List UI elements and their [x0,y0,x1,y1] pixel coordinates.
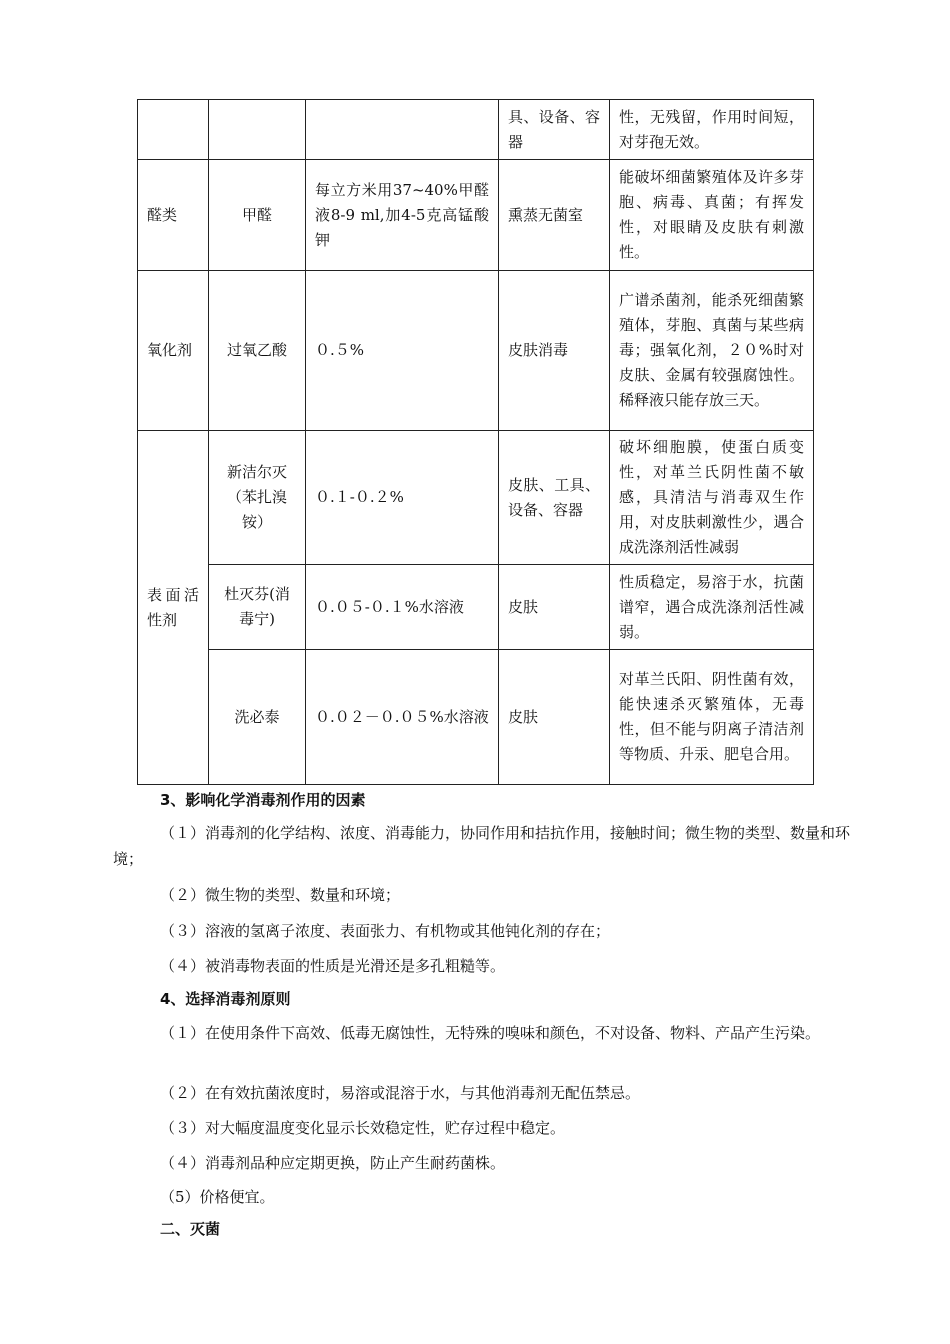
section3-item-4: （４）被消毒物表面的性质是光滑还是多孔粗糙等。 [160,957,506,975]
section4-item-4: （４）消毒剂品种应定期更换，防止产生耐药菌株。 [160,1154,506,1172]
category-cell [138,100,209,160]
section3-item-1: （１）消毒剂的化学结构、浓度、消毒能力，协同作用和拮抗作用，接触时间；微生物的类型、数量和环境； [113,824,851,868]
section3-title: 3、影响化学消毒剂作用的因素 [160,791,366,809]
use-cell: 皮肤消毒 [499,271,610,431]
table-row [138,431,814,565]
category-cell: 醛类 [138,160,209,271]
use-cell: 皮肤、工具、设备、容器 [499,431,610,565]
category-cell: 表面活性剂 [138,431,209,785]
section4-item-2: （２）在有效抗菌浓度时，易溶或混溶于水，与其他消毒剂无配伍禁忌。 [160,1084,641,1102]
table-row [138,100,814,160]
properties-cell: 能破坏细菌繁殖体及许多芽胞、病毒、真菌；有挥发性，对眼睛及皮肤有刺激性。 [610,160,814,271]
section3-item-3: （３）溶液的氢离子浓度、表面张力、有机物或其他钝化剂的存在； [160,922,611,940]
properties-cell: 性，无残留，作用时间短，对芽孢无效。 [610,100,814,160]
agent-cell: 洗必泰 [209,650,306,785]
section4-item-1: （１）在使用条件下高效、低毒无腐蚀性，无特殊的嗅味和颜色，不对设备、物料、产品产生污染。 [160,1024,821,1042]
use-cell: 皮肤 [499,650,610,785]
properties-cell: 破坏细胞膜，使蛋白质变性，对革兰氏阴性菌不敏感，具清洁与消毒双生作用，对皮肤刺激性少，遇合成洗涤剂活性减弱 [610,431,814,565]
agent-cell: 过氧乙酸 [209,271,306,431]
use-cell: 熏蒸无菌室 [499,160,610,271]
properties-cell: 对革兰氏阳、阴性菌有效，能快速杀灭繁殖体，无毒性，但不能与阴离子清洁剂等物质、升汞、肥皂合用。 [610,650,814,785]
disinfectant-table [137,99,814,785]
use-cell: 具、设备、容器 [499,100,610,160]
concentration-cell: ０.０２－０.０５%水溶液 [306,650,499,785]
concentration-cell: ０.１-０.２% [306,431,499,565]
section-next-title: 二、灭菌 [160,1220,221,1238]
table-row [138,650,814,785]
section4-item-3: （３）对大幅度温度变化显示长效稳定性，贮存过程中稳定。 [160,1119,566,1137]
section3-item-2: （２）微生物的类型、数量和环境； [160,886,401,904]
agent-cell: 甲醛 [209,160,306,271]
section4-title: 4、选择消毒剂原则 [160,990,291,1008]
section4-item-5: （5）价格便宜。 [160,1188,275,1206]
table-row [138,565,814,650]
category-cell: 氧化剂 [138,271,209,431]
concentration-cell: 每立方米用37~40%甲醛液8-9 ml,加4-5克高锰酸钾 [306,160,499,271]
agent-cell [209,100,306,160]
agent-cell: 杜灭芬(消毒宁) [209,565,306,650]
table-row [138,160,814,271]
agent-cell: 新洁尔灭（苯扎溴铵） [209,431,306,565]
table-row [138,271,814,431]
properties-cell: 广谱杀菌剂，能杀死细菌繁殖体，芽胞、真菌与某些病毒；强氧化剂，２０%时对皮肤、金属有较强腐蚀性。稀释液只能存放三天。 [610,271,814,431]
concentration-cell: ０.０５-０.１%水溶液 [306,565,499,650]
use-cell: 皮肤 [499,565,610,650]
concentration-cell: ０.５% [306,271,499,431]
concentration-cell [306,100,499,160]
properties-cell: 性质稳定，易溶于水，抗菌谱窄，遇合成洗涤剂活性减弱。 [610,565,814,650]
